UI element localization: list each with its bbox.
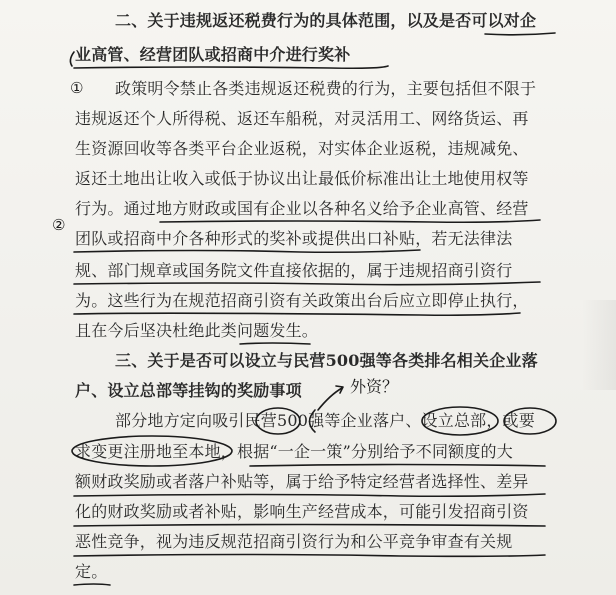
section2-body-line1: 政策明令禁止各类违规返还税费的行为，主要包括但不限于 xyxy=(115,79,537,98)
section3-body-line1: 部分地方定向吸引民营500强等企业落户、设立总部，或要 xyxy=(115,411,535,430)
scan-shadow xyxy=(582,300,616,390)
underline-s3-line3 xyxy=(74,494,545,496)
underline-s3-line4 xyxy=(74,525,545,527)
arrow-head xyxy=(336,386,343,393)
section2-heading-line1: 二、关于违规返还税费行为的具体范围，以及是否可以对企 xyxy=(115,11,537,30)
underline-heading-line2 xyxy=(74,66,388,68)
section2-body-line4: 返还土地出让收入或低于协议出让最低价标准出让土地使用权等 xyxy=(75,169,529,188)
section2-body-line8: 为。这些行为在规范招商引资有关政策出台后应立即停止执行， xyxy=(75,291,529,310)
section3-body-line2: 求变更注册地至本地，根据“一企一策”分别给予不同额度的大 xyxy=(75,442,513,461)
section3-body-line3: 额财政奖励或者落户补贴等，属于给予特定经营者选择性、差异 xyxy=(75,472,529,491)
section2-heading-line2: 业高管、经营团队或招商中介进行奖补 xyxy=(75,45,351,64)
section2-body-line9: 且在今后坚决杜绝此类问题发生。 xyxy=(75,321,319,340)
section3-body-line4: 化的财政奖励或者补贴，影响生产经营成本，可能引发招商引资 xyxy=(75,502,529,521)
underline-s2-line6 xyxy=(74,250,420,252)
section2-body-line7: 规、部门规章或国务院文件直接依据的，属于违规招商引资行 xyxy=(75,261,513,280)
section2-body-line6: 团队或招商中介各种形式的奖补或提供出口补贴，若无法律法 xyxy=(75,229,513,248)
underline-s2-line9 xyxy=(240,343,310,344)
bracket-mark xyxy=(70,52,74,66)
handwritten-question: 外资？ xyxy=(350,377,399,396)
underline-heading-end xyxy=(485,33,555,35)
section3-body-line5: 恶性竞争，视为违反规范招商引资行为和公平竞争审查有关规 xyxy=(75,532,513,551)
underline-s3-line5 xyxy=(74,555,545,557)
section2-body-line3: 生资源回收等各类平台企业返税，对实体企业返税，违规减免、 xyxy=(75,139,529,158)
margin-note-2: ② xyxy=(52,216,66,234)
underline-s3-line2 xyxy=(250,465,545,467)
section3-heading-line1: 三、关于是否可以设立与民营500强等各类排名相关企业落 xyxy=(115,351,538,370)
section3-heading-line2: 户、设立总部等挂钩的奖励事项 xyxy=(75,381,302,400)
section3-body-line6: 定。 xyxy=(75,562,108,581)
arrow-waizi xyxy=(318,388,342,410)
section2-body-line5: 行为。通过地方财政或国有企业以各种名义给予企业高管、经营 xyxy=(75,199,529,218)
underline-s2-line7 xyxy=(74,282,540,285)
margin-note-1: ① xyxy=(70,79,84,97)
underline-s2-line5 xyxy=(160,220,540,222)
underline-s3-line6 xyxy=(74,584,110,585)
underline-s2-line8 xyxy=(74,313,520,315)
section2-body-line2: 违规返还个人所得税、返还车船税，对灵活用工、网络货运、再 xyxy=(75,109,529,128)
